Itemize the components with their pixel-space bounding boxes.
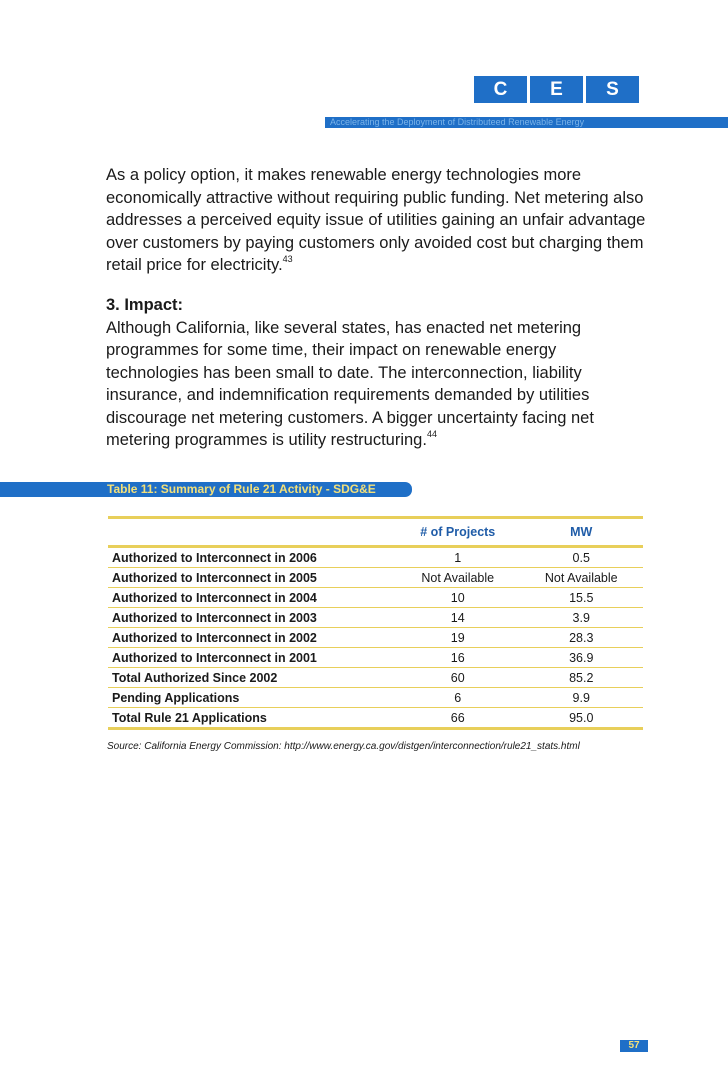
table-row [108,628,643,648]
row-projects: 6 [396,688,520,708]
column-header-mw: MW [520,518,644,547]
impact-section [106,294,651,452]
tagline: Accelerating the Deployment of Distributeed Renewable Energy [330,117,585,127]
row-label: Authorized to Interconnect in 2005 [108,568,396,588]
row-mw: 0.5 [520,547,644,568]
row-projects: 10 [396,588,520,608]
row-label: Authorized to Interconnect in 2004 [108,588,396,608]
row-mw: 95.0 [520,708,644,729]
row-label: Authorized to Interconnect in 2002 [108,628,396,648]
column-header-label [108,518,396,547]
table-caption: Table 11: Summary of Rule 21 Activity - SDG&E [107,482,376,496]
row-projects: 16 [396,648,520,668]
row-projects: 60 [396,668,520,688]
row-label: Total Authorized Since 2002 [108,668,396,688]
section-heading: 3. Impact: [106,296,184,314]
row-label: Total Rule 21 Applications [108,708,396,729]
footnote-ref-44[interactable]: 44 [426,429,437,439]
table-row [108,688,643,708]
table-header-row [108,518,643,547]
row-mw: 28.3 [520,628,644,648]
row-mw: 9.9 [520,688,644,708]
row-label: Pending Applications [108,688,396,708]
page-number: 57 [620,1040,648,1052]
row-mw: 36.9 [520,648,644,668]
row-projects: 1 [396,547,520,568]
logo-letter-e: E [530,76,583,103]
row-projects: Not Available [396,568,520,588]
rule21-table [108,516,643,730]
paragraph-text: Although California, like several states, has enacted net metering programmes for some time, their impact on renewable energy technologies has been small to date. The interconnection, liability insurance, and indemnification requirements demanded by utilities discourage net metering customers. A bigger uncertainty facing net metering programmes is utility restructuring. [106,318,594,449]
table-source: Source: California Energy Commission: http://www.energy.ca.gov/distgen/interconnection/rule21_stats.html [107,741,580,752]
row-mw: 85.2 [520,668,644,688]
row-mw: 15.5 [520,588,644,608]
table-row [108,648,643,668]
table-row [108,547,643,568]
row-projects: 19 [396,628,520,648]
column-header-projects: # of Projects [396,518,520,547]
table-row [108,708,643,729]
row-label: Authorized to Interconnect in 2003 [108,608,396,628]
logo-letter-c: C [474,76,527,103]
row-label: Authorized to Interconnect in 2006 [108,547,396,568]
ces-logo [474,76,642,103]
row-label: Authorized to Interconnect in 2001 [108,648,396,668]
footnote-ref-43[interactable]: 43 [282,254,293,264]
table-row [108,608,643,628]
row-projects: 66 [396,708,520,729]
paragraph-text: As a policy option, it makes renewable energy technologies more economically attractive without requiring public funding. Net metering also addresses a perceived equity issue of utilities gaining an unfair advantage over customers by paying customers only avoided cost but charging them retail price for electricity. [106,166,646,274]
logo-letter-s: S [586,76,639,103]
table-row [108,568,643,588]
row-mw: Not Available [520,568,644,588]
row-mw: 3.9 [520,608,644,628]
table-row [108,588,643,608]
row-projects: 14 [396,608,520,628]
table-row [108,668,643,688]
paragraph-policy-option [106,164,651,277]
